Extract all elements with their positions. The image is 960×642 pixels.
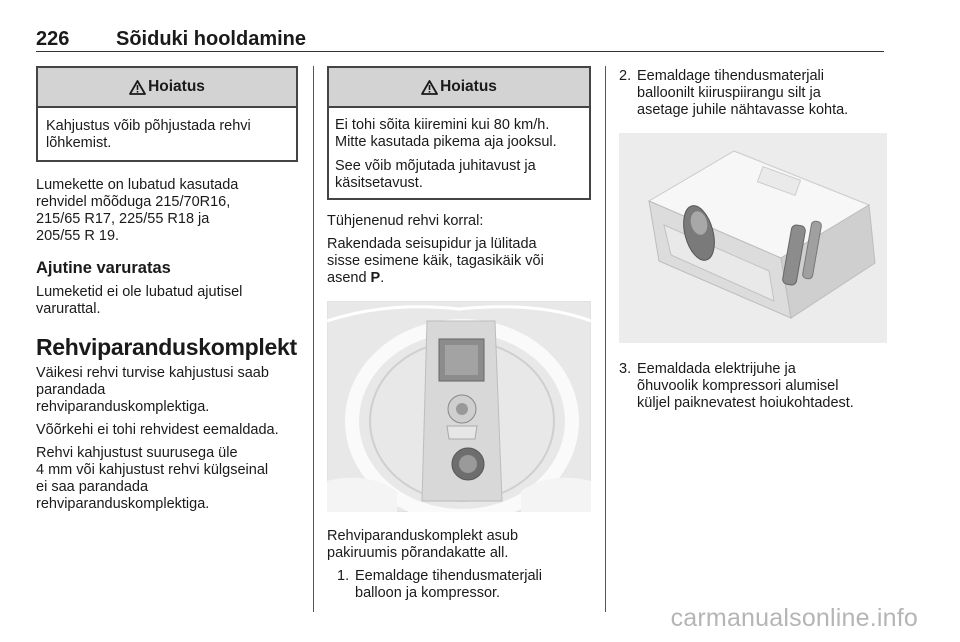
page-number: 226 xyxy=(36,28,70,50)
column-2 xyxy=(327,66,591,602)
step-1: 1. Eemaldage tihendusmaterjali balloon ja kompressor. xyxy=(337,568,542,601)
gear-p-label: P xyxy=(370,270,381,286)
warning-header xyxy=(38,68,296,108)
parking-brake-paragraph: Rakendada seisupidur ja lülitada sisse esimene käik, tagasikäik või asend P. xyxy=(327,236,544,286)
foreign-objects-paragraph: Võõrkehi ei tohi rehvidest eemaldada. xyxy=(36,422,279,438)
column-divider-2 xyxy=(605,66,606,612)
column-1 xyxy=(36,66,298,513)
warning-box-2 xyxy=(327,66,591,200)
snow-chain-paragraph: Lumekette on lubatud kasutada rehvidel mõõduga 215/70R16, 215/65 R17, 225/55 R18 ja 205/55 R 19. xyxy=(36,177,239,244)
warning-header xyxy=(329,68,589,108)
damage-size-paragraph: Rehvi kahjustust suurusega üle 4 mm või kahjustust rehvi külgseinal ei saa parandada rehviparanduskomplektiga. xyxy=(36,445,269,512)
repair-kit-heading: Rehviparanduskomplekt xyxy=(36,334,297,360)
flat-tyre-intro: Tühjenenud rehvi korral: xyxy=(327,213,484,229)
column-divider-1 xyxy=(313,66,314,612)
repair-kit-illustration xyxy=(619,133,887,343)
warning-box-1 xyxy=(36,66,298,162)
warning-body xyxy=(329,108,589,198)
warning-triangle-icon xyxy=(421,80,438,95)
watermark: carmanualsonline.info xyxy=(670,604,918,632)
warning-title: Hoiatus xyxy=(148,78,205,95)
speed-limit-warning: Ei tohi sõita kiiremini kui 80 km/h. Mitte kasutada pikema aja jooksul. xyxy=(335,117,557,150)
warning-title: Hoiatus xyxy=(440,78,497,95)
trunk-floor-illustration xyxy=(327,301,591,512)
page-title: Sõiduki hooldamine xyxy=(116,28,307,50)
spare-wheel-paragraph: Lumeketid ei ole lubatud ajutisel varurattal. xyxy=(36,284,243,317)
header-divider xyxy=(36,51,884,52)
spare-wheel-heading: Ajutine varuratas xyxy=(36,259,171,277)
kit-location-paragraph: Rehviparanduskomplekt asub pakiruumis põrandakatte all. xyxy=(327,528,519,561)
page-header xyxy=(36,28,306,51)
repair-kit-paragraph: Väikesi rehvi turvise kahjustusi saab parandada rehviparanduskomplektiga. xyxy=(36,365,269,415)
step-2: 2. Eemaldage tihendusmaterjali balloonilt kiiruspiirangu silt ja asetage juhile nähtavasse kohta. xyxy=(619,68,849,118)
warning-triangle-icon xyxy=(129,80,146,95)
warning-body xyxy=(38,108,296,160)
step-3: 3. Eemaldada elektrijuhe ja õhuvoolik kompressori alumisel küljel paiknevatest hoiukohtadest. xyxy=(619,361,854,411)
handling-warning: See võib mõjutada juhitavust ja käsitsetavust. xyxy=(335,158,536,191)
warning-text: Kahjustus võib põhjustada rehvi lõhkemist. xyxy=(46,118,251,151)
column-3 xyxy=(619,68,887,412)
